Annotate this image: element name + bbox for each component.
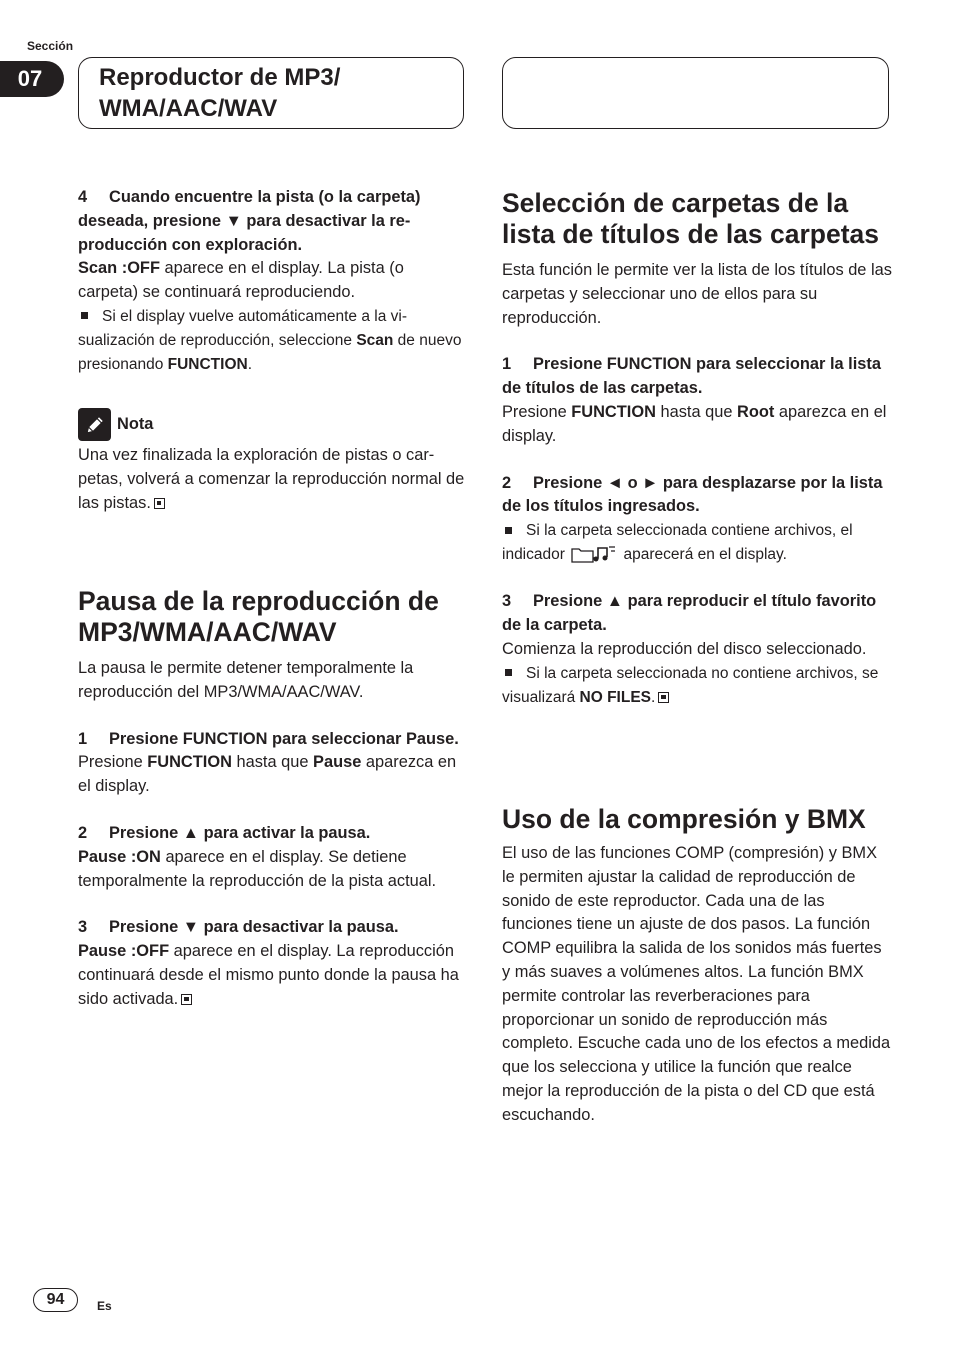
seleccion-step1-text: Presione FUNCTION para seleccionar la lista de títulos de las carpetas. xyxy=(502,355,881,398)
step-number: 3 xyxy=(502,592,512,611)
body-text: Presione xyxy=(78,753,148,772)
body-text: hasta que xyxy=(231,753,314,772)
bullet-strong: FUNCTION xyxy=(167,355,248,373)
pausa-step3-body xyxy=(78,940,466,1011)
body-text: Presione xyxy=(502,402,572,421)
seleccion-step2-bullet xyxy=(502,519,892,567)
pausa-step1 xyxy=(78,728,466,752)
seleccion-section xyxy=(502,188,892,710)
seleccion-step3-body: Comienza la reproducción del disco seleccionado. xyxy=(502,639,867,658)
bullet-text: . xyxy=(247,355,253,373)
pausa-step3 xyxy=(78,916,466,940)
seleccion-heading: Selección de carpetas de la lista de títulos de las carpetas xyxy=(502,188,880,249)
bullet-text: . xyxy=(651,688,656,706)
pausa-heading: Pausa de la reproducción de MP3/WMA/AAC/WAV xyxy=(78,586,439,647)
chapter-title-line2: WMA/AAC/WAV xyxy=(99,95,278,122)
bullet-text: Si la carpeta seleccionada no contiene archivos, se visualizará xyxy=(502,664,879,706)
step4-body-text: aparece en el display. La pista (o carpeta) se continuará reproduciendo. xyxy=(78,259,404,302)
seleccion-step3-bullet xyxy=(502,662,892,710)
pausa-step2-body xyxy=(78,846,466,894)
section-number-tab: 07 xyxy=(0,61,64,97)
nota-block xyxy=(78,408,466,515)
bullet-text: Si el display vuelve automáticamente a la visualización de reproducción, seleccione xyxy=(78,307,407,349)
step-number: 2 xyxy=(502,473,512,492)
pausa-section xyxy=(78,586,466,1012)
step4-body xyxy=(78,257,466,305)
seleccion-step1 xyxy=(502,353,892,401)
nota-header xyxy=(78,408,466,441)
bullet-text: Si la carpeta seleccionada contiene archivos, el indicador xyxy=(502,522,853,564)
folder-indicator-icon xyxy=(571,545,617,563)
pausa-step2 xyxy=(78,822,466,846)
pausa-step3-text: Presione ▼ para desactivar la pausa. xyxy=(109,918,399,937)
pausa-step2-text: Presione ▲ para activar la pausa. xyxy=(109,823,371,842)
bullet-strong: Scan xyxy=(356,331,394,349)
body-strong: FUNCTION xyxy=(147,753,232,772)
page-number: 94 xyxy=(33,1288,78,1312)
body-text: aparece en el display. Se detiene temporalmente la reproducción de la pista actual. xyxy=(78,847,437,890)
body-text: aparezca en el display. xyxy=(502,402,887,445)
step4-instruction xyxy=(78,186,466,257)
pausa-intro: La pausa le permite detener temporalmente la reproducción del MP3/WMA/AAC/WAV. xyxy=(78,659,414,701)
nota-text-para xyxy=(78,444,466,515)
display-text-scan-off: Scan :OFF xyxy=(78,259,160,278)
body-text: aparezca en el display. xyxy=(78,753,457,796)
uso-heading: Uso de la compresión y BMX xyxy=(502,804,866,834)
bullet-text: de nuevo presionando xyxy=(78,331,462,373)
chapter-title-box xyxy=(78,57,464,129)
display-text-no-files: NO FILES xyxy=(579,688,652,706)
header-empty-box xyxy=(502,57,889,129)
uso-section xyxy=(502,804,892,1128)
bullet-icon xyxy=(505,527,512,534)
seleccion-step3 xyxy=(502,590,892,638)
end-mark-icon xyxy=(154,498,165,509)
seleccion-step1-body xyxy=(502,401,892,449)
body-text: aparece en el display. La reproducción continuará desde el mismo punto donde la pausa ha sido activada. xyxy=(78,942,459,1008)
nota-label: Nota xyxy=(117,414,154,433)
body-strong: Pause xyxy=(313,753,362,772)
step-number: 4 xyxy=(78,188,88,206)
pausa-step1-text: Presione FUNCTION para seleccionar Pause. xyxy=(109,729,459,748)
step-number: 1 xyxy=(78,729,88,748)
pausa-step1-body xyxy=(78,751,466,799)
seleccion-step2 xyxy=(502,472,892,520)
step4-text: Cuando encuentre la pista (o la carpeta) deseada, presione ▼ para desactivar la reproducción con exploración. xyxy=(78,188,421,254)
end-mark-icon xyxy=(181,994,192,1005)
seleccion-intro: Esta función le permite ver la lista de los títulos de las carpetas y seleccionar uno de ellos para su reproducción. xyxy=(502,261,892,327)
bullet-icon xyxy=(81,312,88,319)
display-text-pause-off: Pause :OFF xyxy=(78,942,170,961)
body-strong: FUNCTION xyxy=(571,402,656,421)
step-number: 1 xyxy=(502,355,512,374)
display-text-pause-on: Pause :ON xyxy=(78,847,161,866)
section-label: Sección xyxy=(27,39,74,53)
step4-block xyxy=(78,186,466,377)
chapter-title-line1: Reproductor de MP3/ xyxy=(99,64,341,91)
bullet-text: aparecerá en el display. xyxy=(619,546,787,564)
step4-bullet xyxy=(78,305,466,377)
step-number: 3 xyxy=(78,918,88,937)
seleccion-step2-text: Presione ◄ o ► para desplazarse por la lista de los títulos ingresados. xyxy=(502,473,883,516)
body-strong: Root xyxy=(737,402,775,421)
language-code: Es xyxy=(97,1299,112,1313)
body-text: hasta que xyxy=(655,402,738,421)
bullet-icon xyxy=(505,669,512,676)
uso-body: El uso de las funciones COMP (compresión) y BMX le permiten ajustar la calidad de reproducción de sonido de este reproductor. Cada una de las funciones tiene un ajuste de dos pasos. La función COMP equilibra la salida de los sonidos más fuertes y más suaves a volúmenes altos. La función BMX permite controlar las reverberaciones para proporcionar un sonido de reproducción más completo. Escuche cada uno de los efectos a medida que los selecciona y utilice la función que realce mejor la reproducción de la pista o del CD que está escuchando. xyxy=(502,844,891,1124)
nota-text: Una vez finalizada la exploración de pistas o carpetas, volverá a comenzar la reproducción normal de las pistas. xyxy=(78,446,465,512)
end-mark-icon xyxy=(658,692,669,703)
step-number: 2 xyxy=(78,823,88,842)
seleccion-step3-text: Presione ▲ para reproducir el título favorito de la carpeta. xyxy=(502,592,877,634)
pencil-icon xyxy=(78,408,111,441)
